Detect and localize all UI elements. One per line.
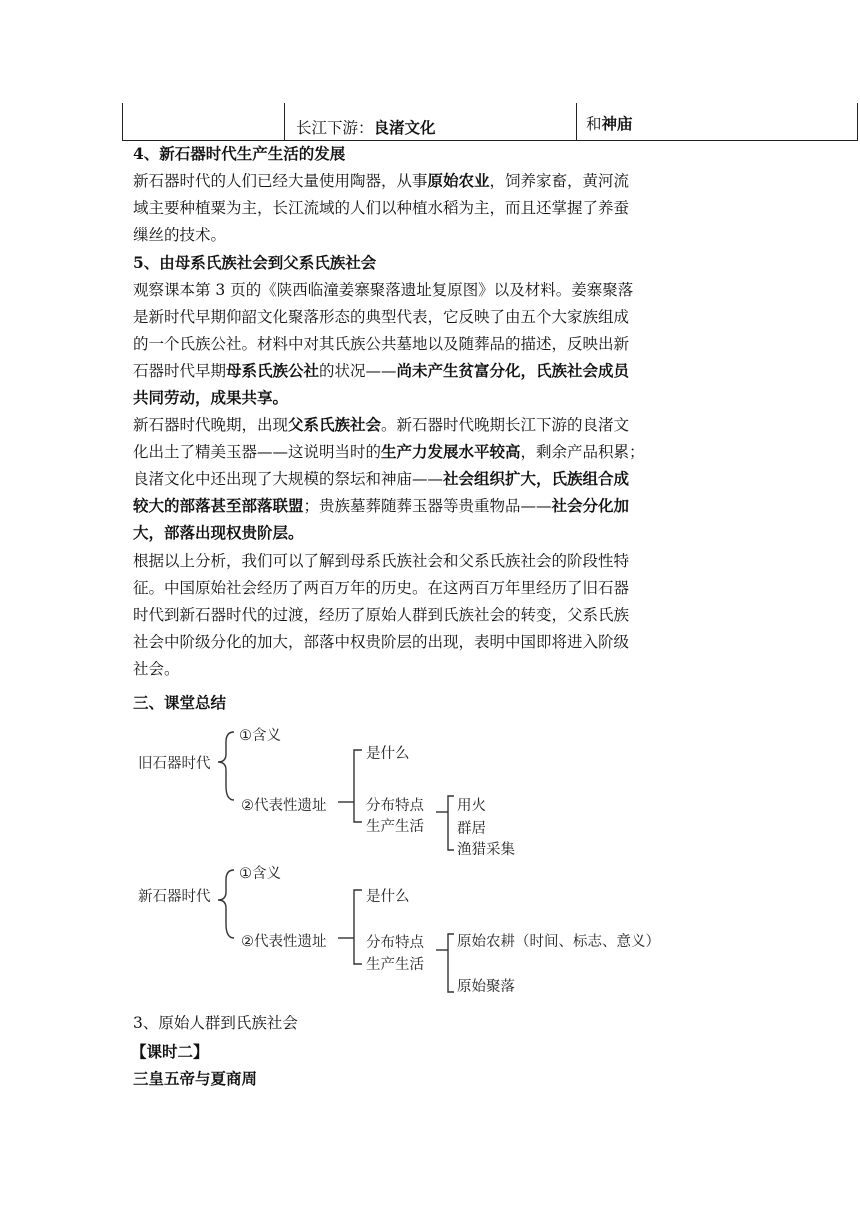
paragraph-line: 新石器时代晚期，出现父系氏族社会。新石器时代晚期长江下游的良渚文: [133, 415, 630, 434]
map-leaf: 原始聚落: [457, 979, 515, 995]
paragraph-line: 较大的部落甚至部落联盟；贵族墓葬随葬玉器等贵重物品——社会分化加: [133, 496, 630, 515]
paragraph-line: 良渚文化中还出现了大规模的祭坛和神庙——社会组织扩大，氏族组合成: [133, 469, 630, 488]
table-fragment: [122, 103, 858, 141]
section-3-line: 3、原始人群到氏族社会: [133, 1014, 298, 1032]
paragraph-line: 共同劳动，成果共享。: [133, 388, 289, 407]
paragraph-line: 石器时代早期母系氏族公社的状况——尚未产生贫富分化，氏族社会成员: [133, 361, 630, 380]
map-child: 分布特点: [366, 798, 424, 814]
map-branch: ②代表性遗址: [241, 798, 327, 814]
paragraph-line: 社会中阶级分化的加大，部落中权贵阶层的出现，表明中国即将进入阶级: [133, 633, 630, 651]
map-child: 生产生活: [366, 819, 424, 835]
section-4-heading: 4、新石器时代生产生活的发展: [133, 144, 346, 163]
map-leaf: 用火: [457, 798, 486, 814]
map-child: 分布特点: [366, 935, 424, 951]
mindmap-neolithic: [130, 860, 690, 1000]
map-root: 新石器时代: [138, 889, 211, 905]
section-5-heading: 5、由母系氏族社会到父系氏族社会: [133, 253, 377, 272]
map-leaf: 渔猎采集: [457, 842, 515, 858]
cell-bold-text: 神庙: [601, 114, 633, 133]
paragraph-line: 化出土了精美玉器——这说明当时的生产力发展水平较高，剩余产品积累；: [133, 442, 645, 461]
table-divider: [576, 103, 577, 140]
paragraph-line: 观察课本第 3 页的《陕西临潼姜寨聚落遗址复原图》以及材料。姜寨聚落: [133, 281, 634, 299]
paragraph-line: 社会。: [133, 660, 180, 678]
paragraph-line: 根据以上分析，我们可以了解到母系氏族社会和父系氏族社会的阶段性特: [133, 552, 630, 570]
paragraph-line: 大，部落出现权贵阶层。: [133, 523, 304, 542]
table-cell-feature: [586, 112, 633, 134]
map-branch: ①含义: [239, 866, 281, 882]
cell-text: 和: [586, 115, 602, 133]
paragraph-line: 时代到新石器时代的过渡，经历了原始人群到氏族社会的转变，父系氏族: [133, 606, 630, 624]
paragraph-line: 征。中国原始社会经历了两百万年的历史。在这两百万年里经历了旧石器: [133, 579, 630, 597]
map-branch: ②代表性遗址: [241, 934, 327, 950]
paragraph-line: 新石器时代的人们已经大量使用陶器，从事原始农业，饲养家畜，黄河流: [133, 171, 630, 190]
cell-text: 长江下游：: [296, 119, 374, 137]
map-root: 旧石器时代: [138, 756, 211, 772]
summary-heading: 三、课堂总结: [133, 693, 227, 712]
paragraph-line: 缫丝的技术。: [133, 226, 227, 244]
table-cell-culture: [296, 116, 436, 138]
paragraph-line: 的一个氏族公社。材料中对其氏族公共墓地以及随葬品的描述，反映出新: [133, 335, 630, 353]
table-divider: [284, 103, 285, 140]
map-branch: ①含义: [239, 728, 281, 744]
mindmap-paleolithic: [130, 722, 550, 862]
map-child: 是什么: [366, 746, 410, 762]
paragraph-line: 是新时代早期仰韶文化聚落形态的典型代表，它反映了由五个大家族组成: [133, 308, 630, 326]
cell-bold-text: 良渚文化: [373, 118, 436, 137]
map-child: 是什么: [366, 889, 410, 905]
map-child: 生产生活: [366, 957, 424, 973]
map-leaf: 群居: [457, 821, 486, 837]
paragraph-line: 域主要种植粟为主，长江流域的人们以种植水稻为主，而且还掌握了养蚕: [133, 199, 630, 217]
map-leaf: 原始农耕（时间、标志、意义）: [457, 934, 660, 950]
lesson-two-heading: 【课时二】: [131, 1042, 209, 1061]
lesson-title: 三皇五帝与夏商周: [133, 1069, 258, 1088]
